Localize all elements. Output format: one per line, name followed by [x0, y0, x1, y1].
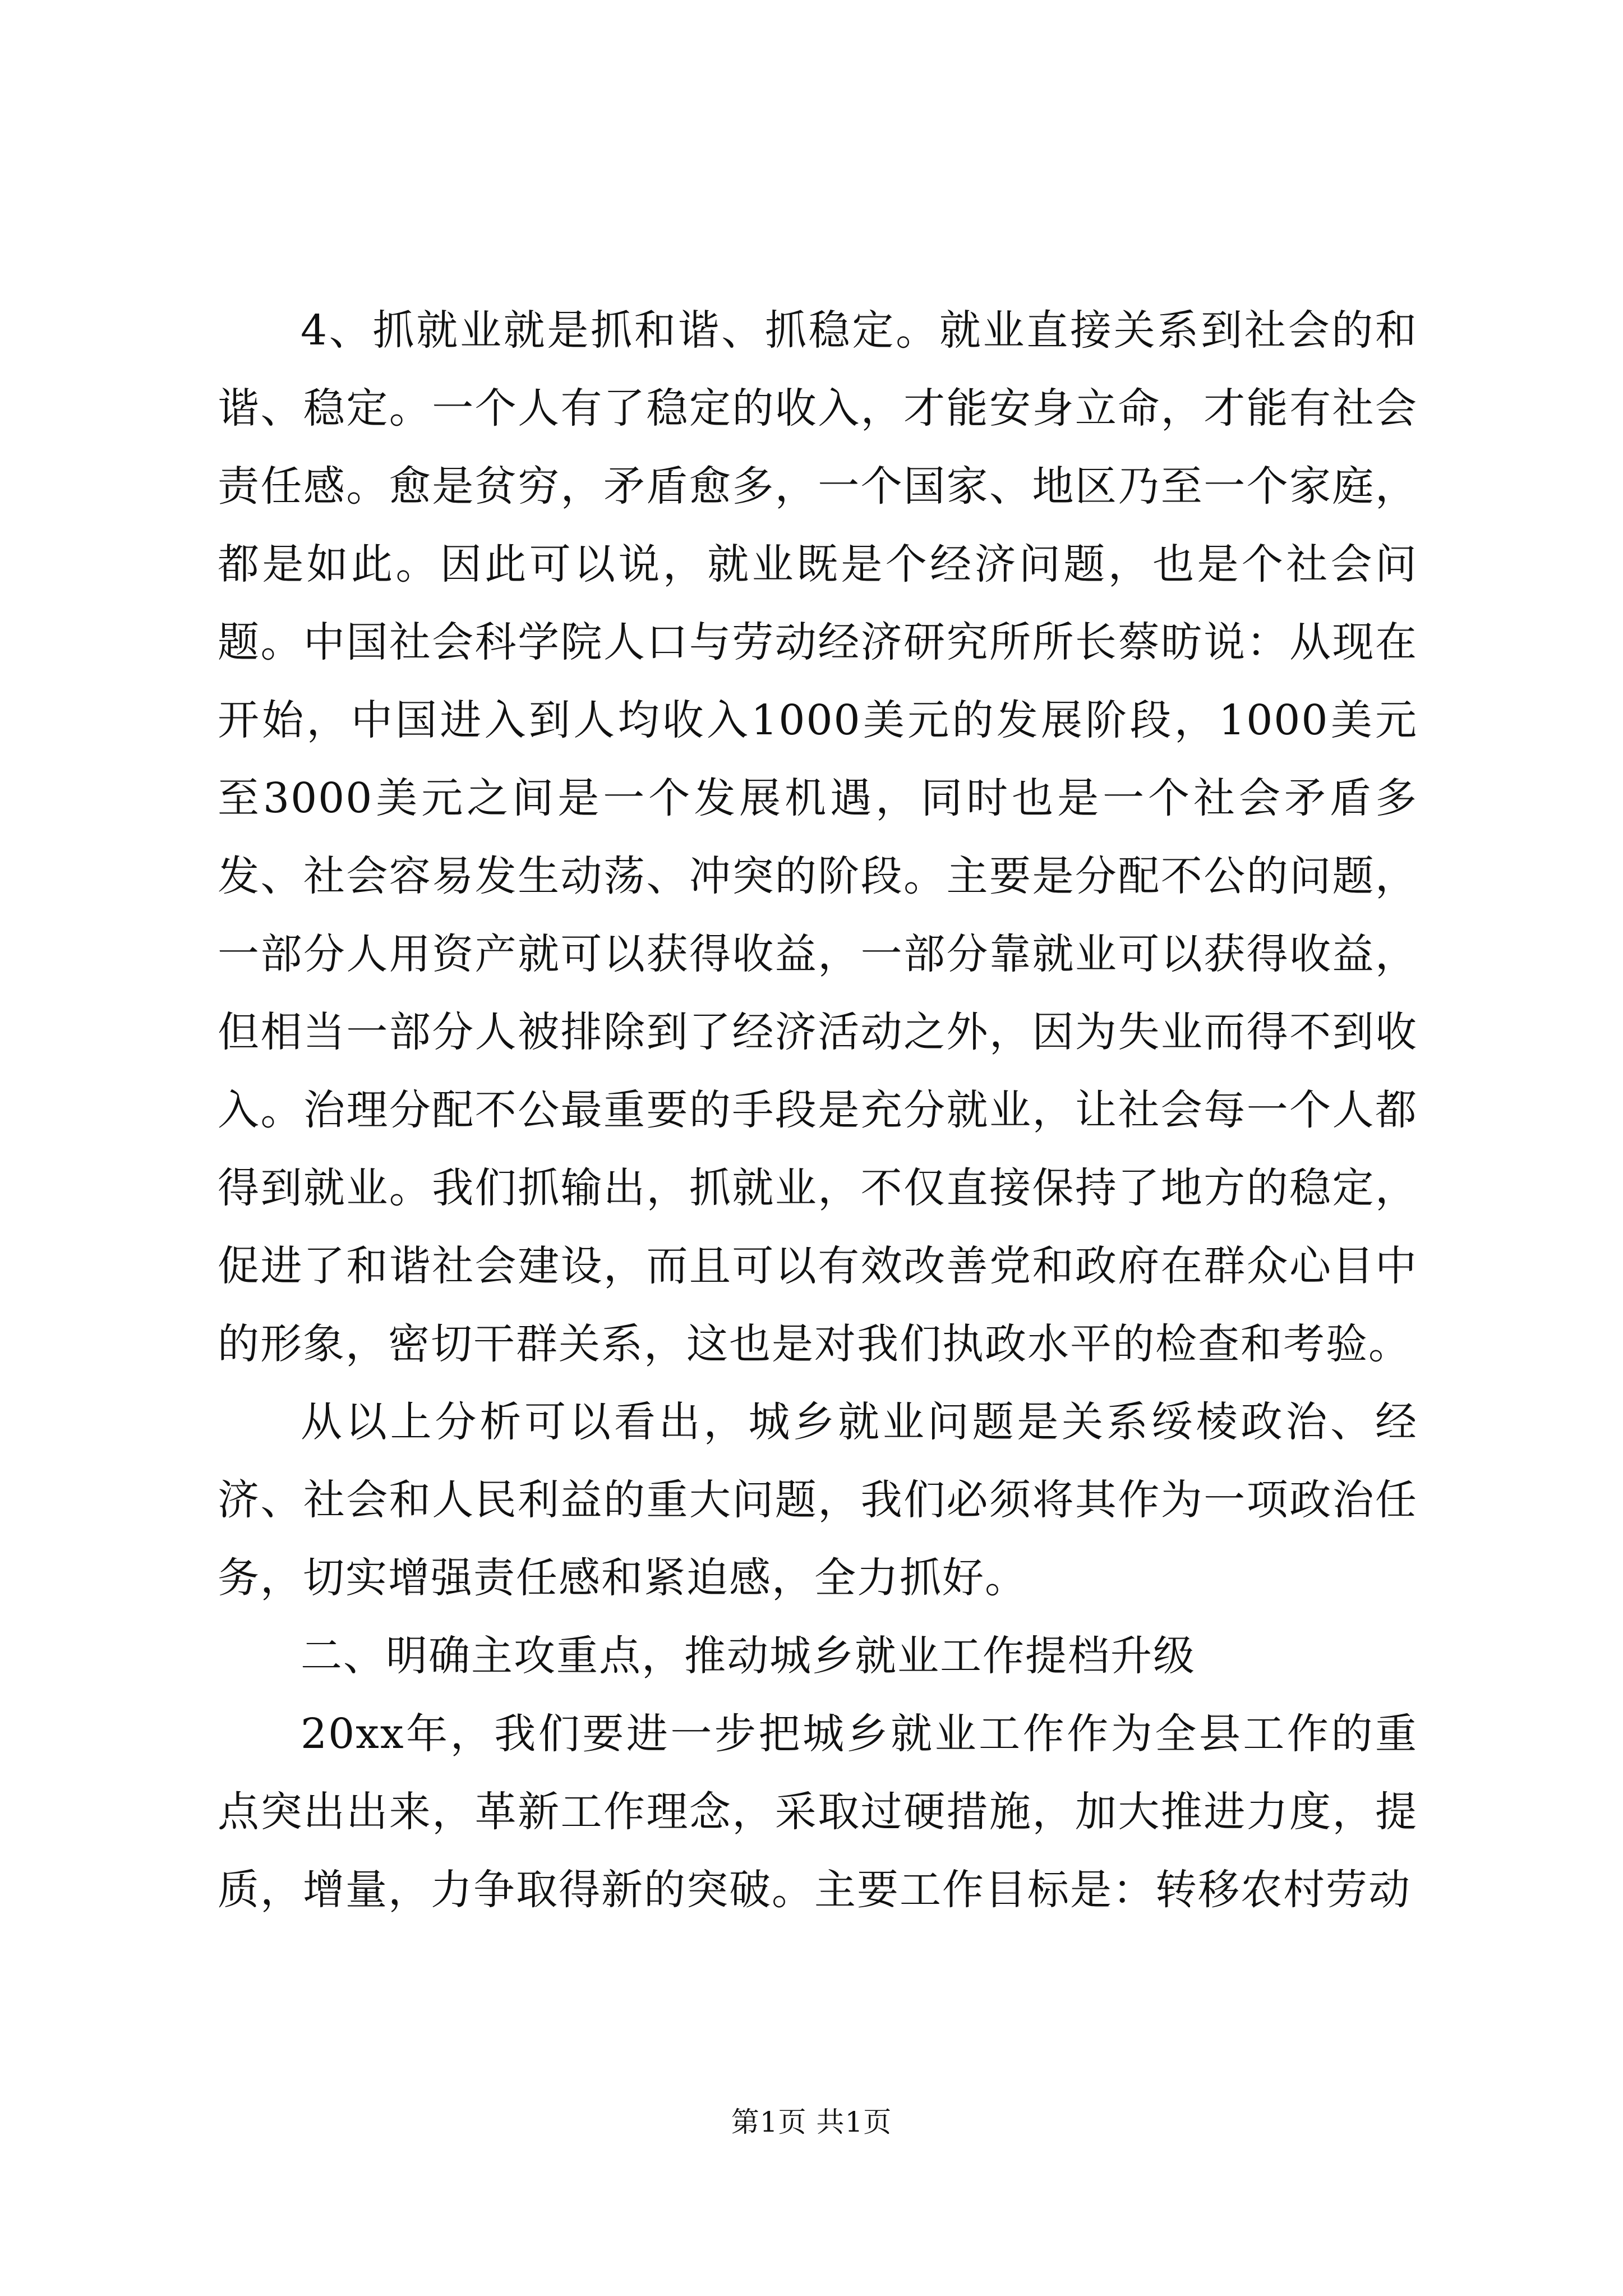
section-heading: 二、明确主攻重点，推动城乡就业工作提档升级 — [301, 1632, 1196, 1680]
paragraph-work-goals: 20xx年，我们要进一步把城乡就业工作作为全县工作的重点突出出来，革新工作理念，采取过硬措施，加大推进力度，提质，增量，力争取得新的突破。主要工作目标是：转移农村劳动 — [218, 1710, 1418, 1914]
paragraph-employment-stability: 4、抓就业就是抓和谐、抓稳定。就业直接关系到社会的和谐、稳定。一个人有了稳定的收入，才能安身立命，才能有社会责任感。愈是贫穷，矛盾愈多，一个国家、地区乃至一个家庭，都是如此。因此可以说，就业既是个经济问题，也是个社会问题。中国社会科学院人口与劳动经济研究所所长蔡昉说：从现在开始，中国进入到人均收入1000美元的发展阶段，1000美元至3000美元之间是一个发展机遇，同时也是一个社会矛盾多发、社会容易发生动荡、冲突的阶段。主要是分配不公的问题，一部分人用资产就可以获得收益，一部分靠就业可以获得收益，但相当一部分人被排除到了经济活动之外，因为失业而得不到收入。治理分配不公最重要的手段是充分就业，让社会每一个人都得到就业。我们抓输出，抓就业，不仅直接保持了地方的稳定，促进了和谐社会建设，而且可以有效改善党和政府在群众心目中的形象，密切干群关系，这也是对我们执政水平的检查和考验。 — [218, 306, 1418, 1368]
page-number-footer: 第1页 共1页 — [731, 2106, 892, 2138]
document-body — [218, 292, 1418, 1929]
paragraph-analysis-conclusion: 从以上分析可以看出，城乡就业问题是关系绥棱政治、经济、社会和人民利益的重大问题，我们必须将其作为一项政治任务，切实增强责任感和紧迫感，全力抓好。 — [218, 1398, 1418, 1602]
